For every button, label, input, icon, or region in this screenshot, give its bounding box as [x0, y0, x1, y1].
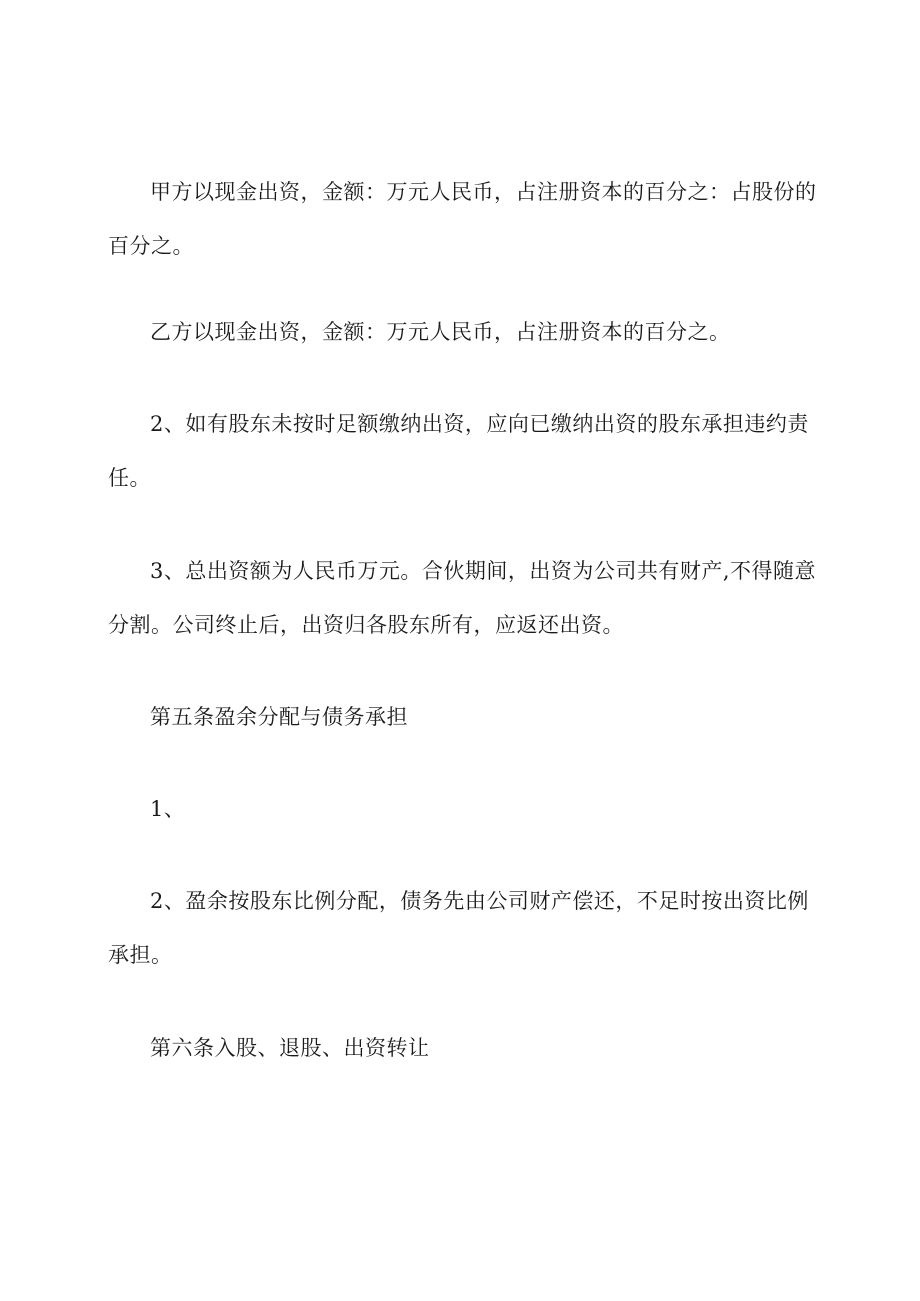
paragraph-article-5-item-2: 2、盈余按股东比例分配，债务先由公司财产偿还，不足时按出资比例承担。 [108, 889, 809, 967]
section-heading-article-5: 第五条盈余分配与债务承担 [150, 705, 408, 729]
paragraph-clause-2-default-liability: 2、如有股东未按时足额缴纳出资，应向已缴纳出资的股东承担违约责任。 [108, 412, 809, 490]
paragraph-clause-3-total-contribution: 3、总出资额为人民币万元。合伙期间，出资为公司共有财产,不得随意分割。公司终止后，出资归各股东所有，应返还出资。 [108, 559, 817, 637]
paragraph-party-b-contribution: 乙方以现金出资，金额：万元人民币，占注册资本的百分之。 [150, 320, 731, 344]
section-heading-article-6: 第六条入股、退股、出资转让 [150, 1036, 430, 1060]
paragraph-party-a-contribution: 甲方以现金出资，金额：万元人民币，占注册资本的百分之：占股份的百分之。 [108, 180, 817, 258]
paragraph-article-5-item-1: 1、 [150, 797, 186, 821]
